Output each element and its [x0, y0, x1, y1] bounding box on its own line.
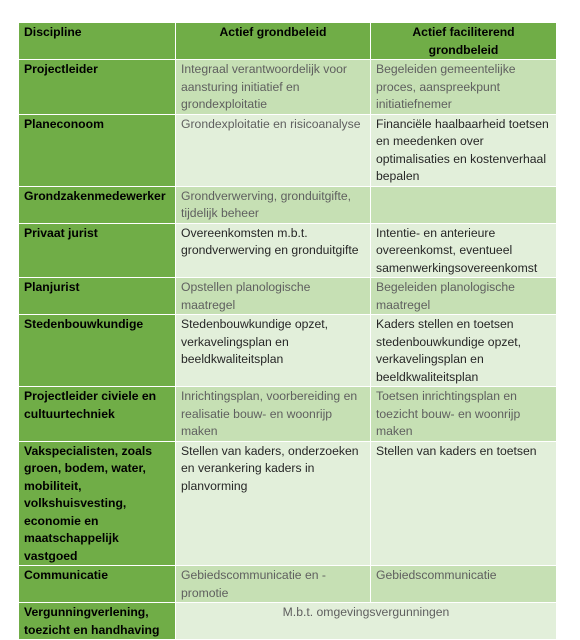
table-row — [19, 114, 557, 186]
actief-cell: Stedenbouwkundige opzet, verkavelingsplan en beeldkwaliteitsplan — [176, 315, 371, 387]
actief-cell: Overeenkomsten m.b.t. grondverwerving en gronduitgifte — [176, 223, 371, 278]
table-row — [19, 566, 557, 603]
actief-cell: Inrichtingsplan, voorbereiding en realisatie bouw- en woonrijp maken — [176, 387, 371, 442]
table-row — [19, 186, 557, 223]
actief-cell: Stellen van kaders, onderzoeken en verankering kaders in planvorming — [176, 441, 371, 566]
faciliterend-cell: Begeleiden planologische maatregel — [371, 278, 557, 315]
faciliterend-cell: Gebiedscommunicatie — [371, 566, 557, 603]
discipline-cell: Grondzakenmedewerker — [19, 186, 176, 223]
faciliterend-cell: Kaders stellen en toetsen stedenbouwkundige opzet, verkavelingsplan en beeldkwaliteitsplan — [371, 315, 557, 387]
header-discipline: Discipline — [19, 23, 176, 60]
discipline-cell: Stedenbouwkundige — [19, 315, 176, 387]
faciliterend-cell: Financiële haalbaarheid toetsen en meedenken over optimalisaties en kostenverhaal bepalen — [371, 114, 557, 186]
header-row — [19, 23, 557, 60]
discipline-cell: Communicatie — [19, 566, 176, 603]
table-row — [19, 60, 557, 115]
faciliterend-cell: Toetsen inrichtingsplan en toezicht bouw- en woonrijp maken — [371, 387, 557, 442]
discipline-cell: Privaat jurist — [19, 223, 176, 278]
actief-cell: Opstellen planologische maatregel — [176, 278, 371, 315]
faciliterend-cell: Begeleiden gemeentelijke proces, aanspreekpunt initiatiefnemer — [371, 60, 557, 115]
table-row — [19, 315, 557, 387]
faciliterend-cell — [371, 186, 557, 223]
faciliterend-cell: Intentie- en anterieure overeenkomst, eventueel samenwerkingsovereenkomst — [371, 223, 557, 278]
actief-cell: Grondexploitatie en risicoanalyse — [176, 114, 371, 186]
discipline-cell: Vergunningverlening, toezicht en handhaving — [19, 603, 176, 640]
header-actief-faciliterend-grondbeleid: Actief faciliterend grondbeleid — [371, 23, 557, 60]
actief-cell: Grondverwerving, gronduitgifte, tijdelijk beheer — [176, 186, 371, 223]
table-row — [19, 603, 557, 640]
discipline-cell: Vakspecialisten, zoals groen, bodem, water, mobiliteit, volkshuisvesting, economie en maatschappelijk vastgoed — [19, 441, 176, 566]
table-row — [19, 223, 557, 278]
combined-cell: M.b.t. omgevingsvergunningen — [176, 603, 557, 640]
table-row — [19, 387, 557, 442]
table-row — [19, 278, 557, 315]
faciliterend-cell: Stellen van kaders en toetsen — [371, 441, 557, 566]
table-row — [19, 441, 557, 566]
discipline-cell: Planeconoom — [19, 114, 176, 186]
actief-cell: Gebiedscommunicatie en -promotie — [176, 566, 371, 603]
discipline-cell: Projectleider civiele en cultuurtechniek — [19, 387, 176, 442]
header-actief-grondbeleid: Actief grondbeleid — [176, 23, 371, 60]
roles-table — [18, 22, 557, 640]
actief-cell: Integraal verantwoordelijk voor aansturing initiatief en grondexploitatie — [176, 60, 371, 115]
discipline-cell: Planjurist — [19, 278, 176, 315]
discipline-cell: Projectleider — [19, 60, 176, 115]
